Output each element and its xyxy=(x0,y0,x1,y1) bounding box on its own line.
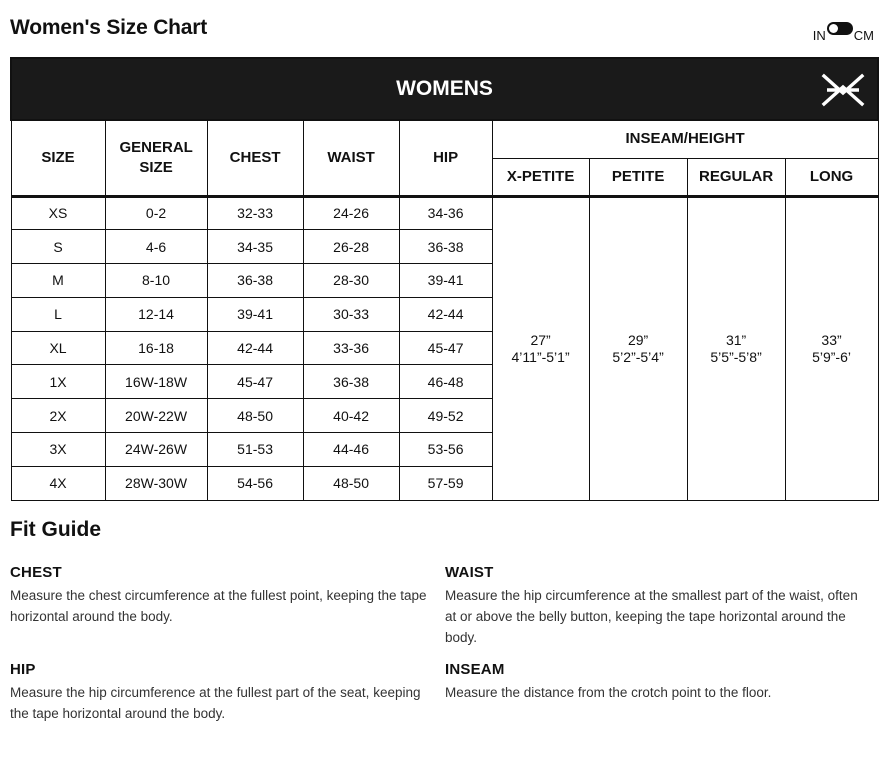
cell-general-size: 0-2 xyxy=(105,196,207,230)
fit-text-waist: Measure the hip circumference at the smallest part of the waist, often at or above the belly button, keeping the tape horizontal around the body. xyxy=(445,588,858,645)
cell-general-size: 24W-26W xyxy=(105,433,207,467)
cell-chest: 51-53 xyxy=(207,433,303,467)
cell-size: M xyxy=(11,264,105,298)
header-long: LONG xyxy=(785,158,878,196)
fit-heading-hip: HIP xyxy=(10,661,36,678)
size-chart-table xyxy=(10,57,879,501)
cell-size: 1X xyxy=(11,365,105,399)
height-range: 5’2”-5’4” xyxy=(612,348,664,365)
fit-guide-chest xyxy=(10,564,440,627)
cell-waist: 48-50 xyxy=(303,466,399,500)
unit-toggle[interactable] xyxy=(813,22,874,43)
height-range: 4’11”-5’1” xyxy=(511,348,570,365)
header-petite: PETITE xyxy=(589,158,687,196)
table-row xyxy=(11,196,878,230)
header-waist: WAIST xyxy=(303,120,399,196)
cell-waist: 40-42 xyxy=(303,399,399,433)
cell-chest: 42-44 xyxy=(207,331,303,365)
inseam-value: 27” xyxy=(530,331,551,348)
cell-chest: 48-50 xyxy=(207,399,303,433)
cell-inseam-regular xyxy=(687,196,785,500)
height-range: 5’5”-5’8” xyxy=(710,348,762,365)
cell-chest: 34-35 xyxy=(207,230,303,264)
header-x-petite: X-PETITE xyxy=(492,158,589,196)
cell-hip: 53-56 xyxy=(399,433,492,467)
header-hip: HIP xyxy=(399,120,492,196)
fit-heading-chest: CHEST xyxy=(10,564,62,581)
cell-general-size: 16-18 xyxy=(105,331,207,365)
header-chest: CHEST xyxy=(207,120,303,196)
unit-cm-label: CM xyxy=(853,28,874,43)
cell-waist: 24-26 xyxy=(303,196,399,230)
cell-size: S xyxy=(11,230,105,264)
cell-hip: 45-47 xyxy=(399,331,492,365)
toggle-knob xyxy=(829,24,838,33)
cell-hip: 49-52 xyxy=(399,399,492,433)
cell-general-size: 4-6 xyxy=(105,230,207,264)
cell-inseam-x-petite xyxy=(492,196,589,500)
fit-guide-title: Fit Guide xyxy=(10,518,101,541)
fit-guide-waist xyxy=(445,564,865,648)
page-title: Women's Size Chart xyxy=(10,16,208,39)
cell-chest: 32-33 xyxy=(207,196,303,230)
header-inseam-height: INSEAM/HEIGHT xyxy=(492,120,878,158)
cell-hip: 36-38 xyxy=(399,230,492,264)
fit-heading-waist: WAIST xyxy=(445,564,494,581)
banner-title: WOMENS xyxy=(396,77,493,100)
cell-hip: 34-36 xyxy=(399,196,492,230)
cell-chest: 45-47 xyxy=(207,365,303,399)
fit-guide-inseam xyxy=(445,661,865,703)
fit-text-chest: Measure the chest circumference at the fullest point, keeping the tape horizontal around the body. xyxy=(10,588,427,624)
cell-size: 4X xyxy=(11,466,105,500)
header-size: SIZE xyxy=(11,120,105,196)
brand-logo-icon xyxy=(821,73,865,107)
cell-waist: 33-36 xyxy=(303,331,399,365)
fit-text-inseam: Measure the distance from the crotch point to the floor. xyxy=(445,685,772,700)
cell-waist: 26-28 xyxy=(303,230,399,264)
header-regular: REGULAR xyxy=(687,158,785,196)
inseam-value: 31” xyxy=(725,331,747,348)
header-general-size: GENERAL SIZE xyxy=(105,120,207,196)
unit-in-label: IN xyxy=(812,28,826,43)
unit-toggle-switch[interactable] xyxy=(827,22,853,35)
cell-waist: 28-30 xyxy=(303,264,399,298)
cell-general-size: 20W-22W xyxy=(105,399,207,433)
cell-general-size: 28W-30W xyxy=(105,466,207,500)
cell-size: 2X xyxy=(11,399,105,433)
cell-size: XS xyxy=(11,196,105,230)
cell-general-size: 16W-18W xyxy=(105,365,207,399)
fit-text-hip: Measure the hip circumference at the fullest part of the seat, keeping the tape horizontal around the body. xyxy=(10,685,421,721)
height-range: 5’9”-6’ xyxy=(812,348,851,365)
cell-hip: 46-48 xyxy=(399,365,492,399)
cell-waist: 36-38 xyxy=(303,365,399,399)
cell-size: XL xyxy=(11,331,105,365)
inseam-value: 33” xyxy=(821,331,842,348)
cell-chest: 39-41 xyxy=(207,297,303,331)
cell-chest: 36-38 xyxy=(207,264,303,298)
fit-heading-inseam: INSEAM xyxy=(445,661,505,678)
cell-size: 3X xyxy=(11,433,105,467)
cell-hip: 42-44 xyxy=(399,297,492,331)
table-banner xyxy=(11,58,878,120)
cell-hip: 39-41 xyxy=(399,264,492,298)
fit-guide-hip xyxy=(10,661,440,724)
cell-waist: 30-33 xyxy=(303,297,399,331)
cell-chest: 54-56 xyxy=(207,466,303,500)
cell-general-size: 12-14 xyxy=(105,297,207,331)
cell-general-size: 8-10 xyxy=(105,264,207,298)
cell-inseam-long xyxy=(785,196,878,500)
cell-size: L xyxy=(11,297,105,331)
cell-hip: 57-59 xyxy=(399,466,492,500)
cell-inseam-petite xyxy=(589,196,687,500)
cell-waist: 44-46 xyxy=(303,433,399,467)
inseam-value: 29” xyxy=(627,331,649,348)
